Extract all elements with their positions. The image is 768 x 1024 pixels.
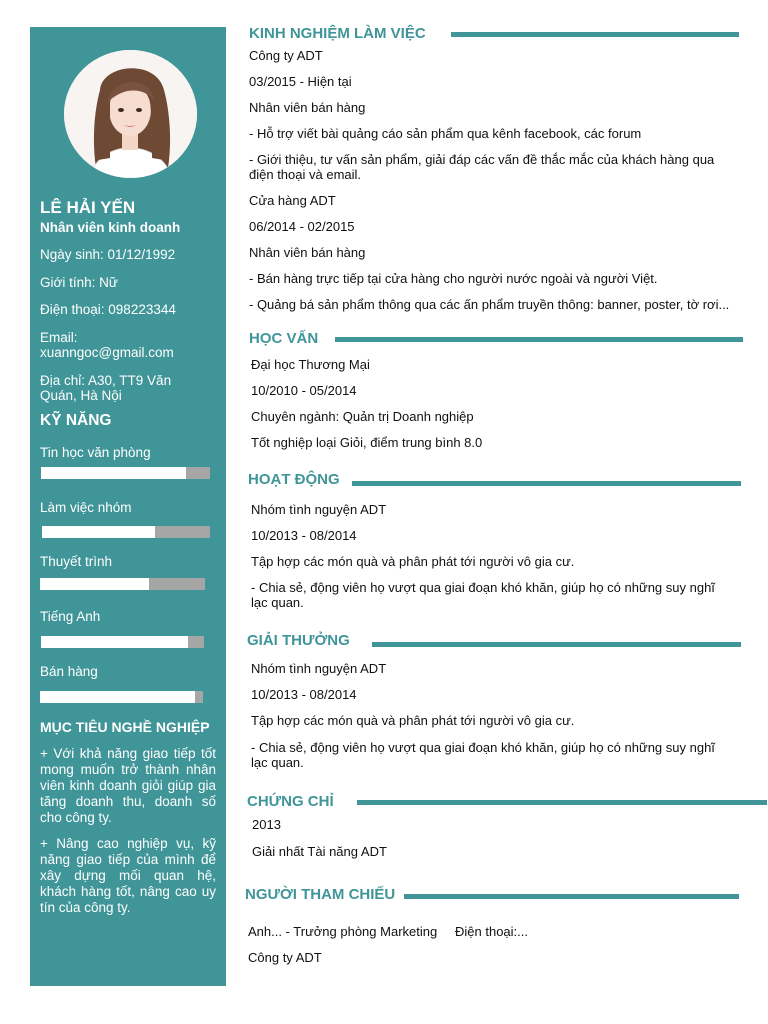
- skills-title: KỸ NĂNG: [40, 412, 112, 429]
- skill-bar: [41, 636, 204, 648]
- skill-label: Thuyết trình: [40, 554, 113, 569]
- profile-photo: [64, 50, 197, 178]
- reference-company: Công ty ADT: [248, 950, 322, 965]
- career-goal-title: MỤC TIÊU NGHỀ NGHIỆP: [40, 719, 210, 735]
- skill-label: Bán hàng: [40, 664, 98, 679]
- email-value: xuanngoc@gmail.com: [40, 345, 174, 360]
- section-divider: [451, 32, 739, 37]
- education-line: Tốt nghiệp loại Giỏi, điểm trung bình 8.0: [251, 435, 483, 450]
- certificates-title: CHỨNG CHỈ: [247, 793, 334, 810]
- education-line: 10/2010 - 05/2014: [251, 383, 357, 398]
- activity-line: - Chia sẻ, động viên họ vượt qua giai đoạn khó khăn, giúp họ có những suy nghĩ lạc quan.: [251, 580, 715, 610]
- phone: Điện thoại: 098223344: [40, 302, 176, 317]
- avatar: [64, 50, 197, 178]
- candidate-role: Nhân viên kinh doanh: [40, 220, 181, 235]
- address-line-1: Địa chỉ: A30, TT9 Văn: [40, 373, 172, 388]
- skill-bar-fill: [40, 578, 149, 590]
- skill-bar-fill: [40, 691, 195, 703]
- certificate-line: 2013: [252, 817, 281, 832]
- skill-bar-fill: [41, 636, 188, 648]
- experience-line: - Giới thiệu, tư vấn sản phẩm, giải đáp các vấn đề thắc mắc của khách hàng qua điện thoại và email.: [249, 152, 715, 182]
- education-title: HỌC VẤN: [249, 330, 319, 347]
- activity-line: Nhóm tình nguyện ADT: [251, 502, 387, 517]
- award-line: Tập hợp các món quà và phân phát tới người vô gia cư.: [251, 713, 575, 728]
- email-label: Email:: [40, 330, 78, 345]
- activities-title: HOẠT ĐỘNG: [248, 471, 340, 488]
- experience-line: 03/2015 - Hiện tại: [249, 74, 352, 89]
- activity-line: 10/2013 - 08/2014: [251, 528, 357, 543]
- skill-label: Làm việc nhóm: [40, 500, 132, 515]
- skill-bar: [42, 526, 210, 538]
- reference-phone: Điện thoại:...: [455, 924, 528, 939]
- skill-bar: [40, 578, 205, 590]
- section-divider: [335, 337, 743, 342]
- education-line: Chuyên ngành: Quản trị Doanh nghiệp: [251, 409, 474, 424]
- skill-bar-fill: [41, 467, 186, 479]
- section-divider: [404, 894, 739, 899]
- career-goal-paragraph: + Nâng cao nghiệp vụ, kỹ năng giao tiếp của mình để xây dựng mối quan hệ, khách hàng tốt, nâng cao uy tín của công ty.: [40, 836, 216, 915]
- education-line: Đại học Thương Mại: [251, 357, 370, 372]
- section-divider: [357, 800, 767, 805]
- skill-bar: [40, 691, 203, 703]
- awards-title: GIẢI THƯỞNG: [247, 632, 350, 649]
- career-goal-paragraph: + Với khả năng giao tiếp tốt mong muốn trở thành nhân viên kinh doanh giỏi giúp gia tăng doanh thu, doanh số cho công ty.: [40, 746, 216, 825]
- experience-line: Nhân viên bán hàng: [249, 245, 366, 260]
- experience-line: Cửa hàng ADT: [249, 193, 336, 208]
- references-title: NGƯỜI THAM CHIẾU: [245, 886, 396, 903]
- birth-date: Ngày sinh: 01/12/1992: [40, 247, 176, 262]
- experience-line: - Bán hàng trực tiếp tại cửa hàng cho người nước ngoài và người Việt.: [249, 271, 658, 286]
- experience-line: - Quảng bá sản phẩm thông qua các ấn phẩm truyền thông: banner, poster, tờ rơi...: [249, 297, 730, 312]
- activity-line: Tập hợp các món quà và phân phát tới người vô gia cư.: [251, 554, 575, 569]
- experience-line: Công ty ADT: [249, 48, 323, 63]
- section-divider: [372, 642, 741, 647]
- experience-line: 06/2014 - 02/2015: [249, 219, 355, 234]
- skill-bar-fill: [42, 526, 155, 538]
- reference-contact: Anh... - Trưởng phòng Marketing: [248, 924, 438, 939]
- skill-label: Tiếng Anh: [40, 609, 101, 624]
- award-line: Nhóm tình nguyện ADT: [251, 661, 387, 676]
- experience-line: - Hỗ trợ viết bài quảng cáo sản phẩm qua kênh facebook, các forum: [249, 126, 642, 141]
- candidate-name: LÊ HẢI YẾN: [40, 198, 136, 217]
- certificate-line: Giải nhất Tài năng ADT: [252, 844, 387, 859]
- skill-label: Tin học văn phòng: [40, 445, 151, 460]
- experience-title: KINH NGHIỆM LÀM VIỆC: [249, 25, 426, 42]
- gender: Giới tính: Nữ: [40, 275, 118, 290]
- award-line: - Chia sẻ, động viên họ vượt qua giai đoạn khó khăn, giúp họ có những suy nghĩ lạc quan.: [251, 740, 715, 770]
- address-line-2: Quán, Hà Nội: [40, 388, 122, 403]
- award-line: 10/2013 - 08/2014: [251, 687, 357, 702]
- skill-bar: [41, 467, 210, 479]
- experience-line: Nhân viên bán hàng: [249, 100, 366, 115]
- section-divider: [352, 481, 741, 486]
